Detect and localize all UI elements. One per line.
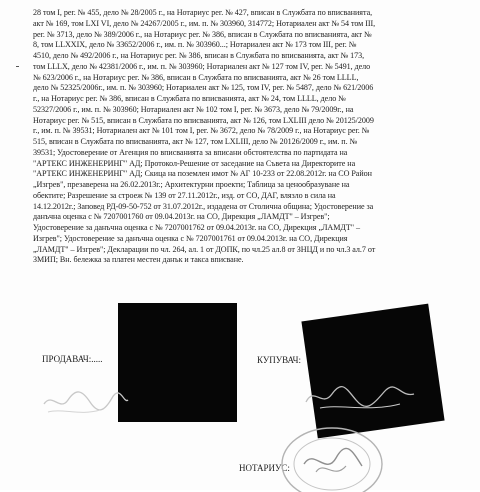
notary-stamp-icon <box>276 420 388 492</box>
text-line: г., им. п. № 39531; Нотариален акт № 101 том I, рег. № 3672, дело № 78/2009 г., на Нотариус рег. № <box>33 126 370 136</box>
text-line: „ЛАМДТ" – Изгрев"; Декларации по чл. 264, ал. 1 от ДОПК, по чл.25 ал.8 от ЗНЦД и по чл.3 ал.7 от <box>33 244 376 254</box>
text-line: обектите; Разрешение за строеж № 139 от 27.11.2012г., изд. от СО, ДАГ, влязло в сила на <box>33 190 336 200</box>
text-line: „Изгрев", презаверена на 26.02.2013г.; Архитектурни проекти; Таблица за ценообразуване на <box>33 180 350 189</box>
text-line: рег. № 3713, дело № 389/2006 г., на Нотариус рег. № 386, вписан в Службата по вписванията, акт № <box>33 29 372 39</box>
seller-signature-icon <box>40 382 130 422</box>
text-line: том LLLX, дело № 42381/2006 г., им. п. № 303960; Нотариален акт № 127 том IV, рег. № 5491, дело <box>33 61 371 71</box>
text-line: данъчна оценка с № 7207001760 от 09.04.2013г. на СО, Дирекция „ЛАМДТ" – Изгрев"; <box>33 212 330 222</box>
text-line: "АРТЕКС ИНЖЕНЕРИНГ" АД; Протокол-Решение от заседание на Съвета на Директорите на <box>33 158 356 168</box>
text-line: 8, том LLXXIX, дело № 33652/2006 г., им. п. № 303960...; Нотариален акт № 173 том III, рег. № <box>33 40 357 50</box>
buyer-label: КУПУВАЧ: <box>257 355 301 365</box>
text-line: 4510, дело № 492/2006 г., на Нотариус рег. № 386, вписан в Службата по вписванията, акт № 173, <box>33 51 365 60</box>
text-line: ЗМИП; Вн. бележка за платен местен данък и такса вписване. <box>33 255 244 265</box>
text-line: 52327/2006 г., им. п. № 303960; Нотариален акт № 102 том I, рег. № 3673, дело № 79/2009г., на <box>33 104 354 114</box>
text-line: Нотариус рег. № 515, вписан в Службата по вписванията, акт № 126, том LXLIII дело № 20125/2009 <box>33 115 374 125</box>
margin-mark <box>16 66 19 67</box>
notary-label: НОТАРИУС: <box>239 463 290 473</box>
text-line: дело № 52325/2006г., им. п. № 303960; Нотариален акт № 125, том IV, рег. № 5487, дело № 621/2006 <box>33 83 374 93</box>
redaction-box-left <box>118 303 237 422</box>
text-line: г., на Нотариус рег. № 386, вписан в Службата по вписванията, акт № 24, том LLLL, дело № <box>33 94 346 103</box>
text-line: "АРТЕКС ИНЖЕНЕРИНГ" АД; Скица на поземлен имот № АГ 10-233 от 22.08.2012г. на СО Район <box>33 169 372 179</box>
text-line: № 623/2006 г., на Нотариус рег. № 386, вписан в Службата по вписванията, акт № 26 том LLLL, <box>33 72 359 82</box>
text-line: 28 том I, рег. № 455, дело № 28/2005 г., на Нотариус рег. № 427, вписан в Службата по вписванията, <box>33 8 373 17</box>
text-line: Изгрев"; Удостоверение за данъчна оценка с № 7207001761 от 09.04.2013г. на СО, Дирекция <box>33 233 348 243</box>
text-line: Удостоверение за данъчна оценка с № 7207001762 от 09.04.2013г. на СО, Дирекция „ЛАМДТ" – <box>33 223 360 232</box>
text-line: 39531; Удостоверение от Агенция по вписванията за вписани обстоятелства по партидата на <box>33 147 348 157</box>
seller-label: ПРОДАВАЧ:..... <box>42 354 103 364</box>
text-line: акт № 169, том LXI VI, дело № 24267/2005 г., им. п. № 303960, 314772; Нотариален акт № 54 том III, <box>33 18 376 28</box>
text-line: 14.12.2012г.; Заповед РД-09-50-752 от 31.07.2012г., издадена от Столична община; Удостоверение за <box>33 201 374 211</box>
document-body-text <box>33 8 461 266</box>
buyer-signature-icon <box>300 378 420 418</box>
text-line: 515, вписан в Службата по вписванията, акт № 127, том LXLIII, дело № 20126/2009 г., им. п. № <box>33 137 358 146</box>
redaction-box-right <box>301 304 444 439</box>
